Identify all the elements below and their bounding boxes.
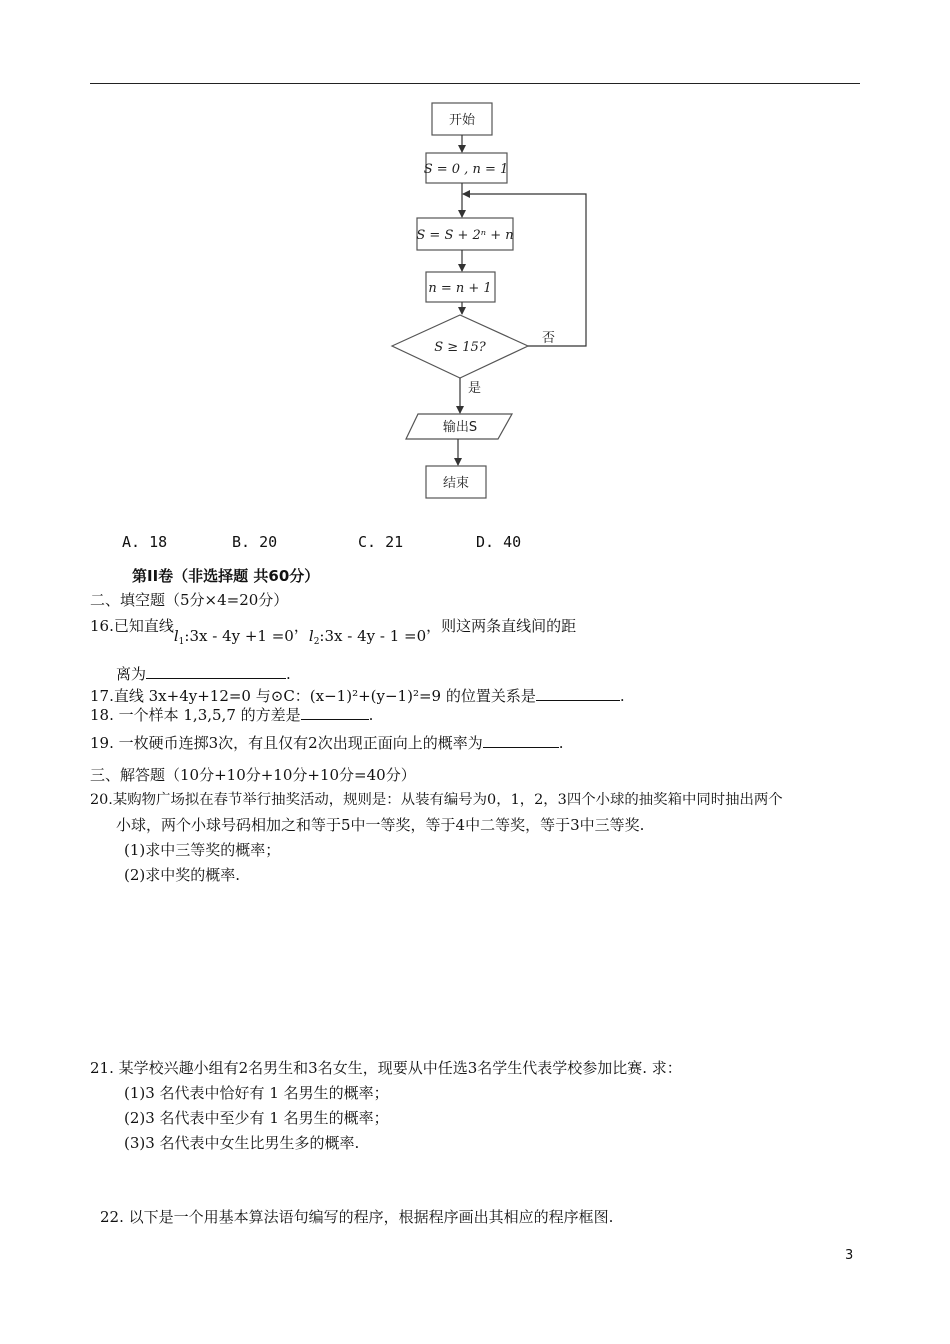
- flow-output-label: 输出S: [442, 420, 478, 435]
- q21-part3: (3)3 名代表中女生比男生多的概率.: [124, 1134, 360, 1152]
- q20-line2: 小球，两个小球号码相加之和等于5中一等奖，等于4中二等奖，等于3中三等奖.: [116, 816, 645, 834]
- q21-line1: 21. 某学校兴趣小组有2名男生和3名女生，现要从中任选3名学生代表学校参加比赛. 求：: [90, 1059, 682, 1077]
- option-c: C. 21: [358, 533, 404, 551]
- q21-part2: (2)3 名代表中至少有 1 名男生的概率；: [124, 1109, 389, 1127]
- flow-init-label: S = 0 , n = 1: [423, 162, 509, 177]
- flow-update-n-label: n = n + 1: [428, 281, 492, 296]
- q16-prefix: 16.已知直线: [90, 617, 174, 635]
- q16-answer-blank[interactable]: [146, 664, 286, 679]
- q17-end: .: [619, 687, 625, 705]
- section2-title: 第II卷（非选择题 共60分）: [132, 567, 320, 585]
- q16-l1-eq: :3x - 4y +1 =0: [184, 627, 294, 645]
- q16-l1-sub: 1: [178, 637, 185, 647]
- q19-end: .: [558, 734, 564, 752]
- q16-end: .: [286, 665, 291, 683]
- solve-heading: 三、解答题（10分+10分+10分+10分=40分）: [90, 766, 416, 784]
- q19-answer-blank[interactable]: [483, 733, 559, 748]
- q16-line2: 离为: [116, 665, 147, 683]
- q18-answer-blank[interactable]: [301, 705, 369, 720]
- fill-heading: 二、填空题（5分×4=20分）: [90, 591, 289, 609]
- q18-text: 18. 一个样本 1,3,5,7 的方差是: [90, 706, 301, 724]
- flow-end-label: 结束: [442, 476, 470, 491]
- flowchart: [380, 95, 610, 505]
- flow-update-s-label: S = S + 2ⁿ + n: [416, 228, 514, 243]
- q20-part1: (1)求中三等奖的概率；: [124, 841, 281, 859]
- option-d: D. 40: [476, 533, 522, 551]
- q20-part2: (2)求中奖的概率.: [124, 866, 241, 884]
- question-16: [90, 616, 577, 647]
- flow-yes-label: 是: [468, 381, 482, 396]
- q16-l2-sub: 2: [313, 637, 320, 647]
- option-a: A. 18: [122, 533, 168, 551]
- q16-sep: ，: [293, 617, 309, 635]
- flow-start-label: 开始: [448, 113, 476, 128]
- q21-part1: (1)3 名代表中恰好有 1 名男生的概率；: [124, 1084, 389, 1102]
- q16-l1: l: [173, 627, 179, 645]
- flow-no-label: 否: [542, 331, 556, 346]
- q18-end: .: [368, 706, 374, 724]
- q17-answer-blank[interactable]: [536, 686, 620, 701]
- page-number: 3: [845, 1248, 854, 1263]
- q20-line1: 20.某购物广场拟在春节举行抽奖活动，规则是：从装有编号为0，1，2，3四个小球的抽奖箱中同时抽出两个: [90, 792, 783, 808]
- q16-suffix: ，则这两条直线间的距: [426, 617, 577, 635]
- question-17: [90, 686, 625, 706]
- question-19: [90, 733, 564, 753]
- header-rule: [90, 83, 860, 84]
- q16-l2-eq: :3x - 4y - 1 =0: [319, 627, 427, 645]
- q19-text: 19. 一枚硬币连掷3次，有且仅有2次出现正面向上的概率为: [90, 734, 483, 752]
- question-18: [90, 705, 373, 725]
- flow-condition-label: S ≥ 15?: [434, 340, 486, 355]
- q16-l2: l: [308, 627, 314, 645]
- question-16-cont: [116, 664, 291, 684]
- option-b: B. 20: [232, 533, 278, 551]
- q22-line1: 22. 以下是一个用基本算法语句编写的程序，根据程序画出其相应的程序框图.: [100, 1208, 614, 1226]
- q17-text: 17.直线 3x+4y+12=0 与⊙C：(x−1)²+(y−1)²=9 的位置关系是: [90, 687, 536, 705]
